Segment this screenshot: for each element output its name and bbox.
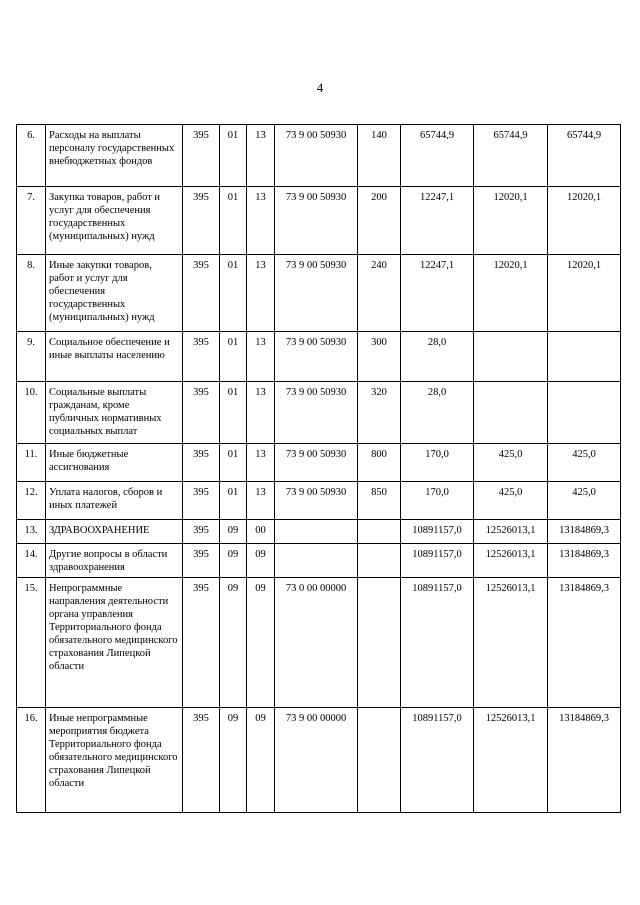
table-row (17, 578, 621, 708)
row-amount-2: 12020,1 (474, 187, 548, 255)
row-gr-code: 395 (183, 125, 220, 187)
row-number: 16. (17, 708, 46, 813)
row-amount-2: 65744,9 (474, 125, 548, 187)
table-row (17, 332, 621, 382)
row-name: Закупка товаров, работ и услуг для обеспечения государственных (муниципальных) нужд (46, 187, 183, 255)
table-row (17, 382, 621, 444)
row-amount-3: 12020,1 (548, 255, 621, 332)
row-expense-type: 200 (358, 187, 401, 255)
row-gr-code: 395 (183, 444, 220, 482)
row-name: Другие вопросы в области здравоохранения (46, 544, 183, 578)
row-amount-1: 170,0 (401, 444, 474, 482)
row-amount-1: 28,0 (401, 332, 474, 382)
row-amount-2 (474, 382, 548, 444)
row-amount-1: 28,0 (401, 382, 474, 444)
row-amount-2: 12526013,1 (474, 544, 548, 578)
row-name: Иные непрограммные мероприятия бюджета Территориального фонда обязательного медицинского страхования Липецкой области (46, 708, 183, 813)
row-expense-type: 300 (358, 332, 401, 382)
row-amount-3: 13184869,3 (548, 708, 621, 813)
row-name: Социальное обеспечение и иные выплаты населению (46, 332, 183, 382)
row-amount-3: 65744,9 (548, 125, 621, 187)
row-name: Уплата налогов, сборов и иных платежей (46, 482, 183, 520)
row-number: 7. (17, 187, 46, 255)
row-name: Непрограммные направления деятельности органа управления Территориального фонда обязательного медицинского страхования Липецкой области (46, 578, 183, 708)
row-gr-code: 395 (183, 544, 220, 578)
row-expense-type: 850 (358, 482, 401, 520)
row-subsection-code: 13 (247, 332, 275, 382)
row-amount-2: 12526013,1 (474, 708, 548, 813)
row-expense-type: 240 (358, 255, 401, 332)
row-gr-code: 395 (183, 708, 220, 813)
row-expense-type (358, 578, 401, 708)
row-section-code: 09 (220, 578, 247, 708)
row-subsection-code: 13 (247, 382, 275, 444)
row-number: 10. (17, 382, 46, 444)
row-amount-3: 12020,1 (548, 187, 621, 255)
row-target-article: 73 9 00 50930 (275, 444, 358, 482)
row-section-code: 01 (220, 482, 247, 520)
row-amount-3: 13184869,3 (548, 578, 621, 708)
row-expense-type (358, 544, 401, 578)
row-amount-3 (548, 332, 621, 382)
row-name: Расходы на выплаты персоналу государственных внебюджетных фондов (46, 125, 183, 187)
row-amount-1: 10891157,0 (401, 578, 474, 708)
row-amount-1: 12247,1 (401, 187, 474, 255)
row-section-code: 09 (220, 708, 247, 813)
row-amount-3 (548, 382, 621, 444)
row-gr-code: 395 (183, 482, 220, 520)
row-section-code: 01 (220, 444, 247, 482)
row-amount-3: 425,0 (548, 482, 621, 520)
page-number: 4 (316, 80, 324, 95)
row-subsection-code: 09 (247, 708, 275, 813)
row-subsection-code: 13 (247, 255, 275, 332)
row-gr-code: 395 (183, 187, 220, 255)
budget-table (16, 124, 621, 813)
row-expense-type: 140 (358, 125, 401, 187)
row-section-code: 09 (220, 544, 247, 578)
row-amount-2: 12526013,1 (474, 578, 548, 708)
row-section-code: 01 (220, 382, 247, 444)
row-target-article (275, 544, 358, 578)
row-expense-type: 800 (358, 444, 401, 482)
row-subsection-code: 09 (247, 544, 275, 578)
row-amount-3: 13184869,3 (548, 544, 621, 578)
row-amount-3: 425,0 (548, 444, 621, 482)
row-number: 14. (17, 544, 46, 578)
row-subsection-code: 00 (247, 520, 275, 544)
table-row (17, 255, 621, 332)
table-row (17, 544, 621, 578)
row-subsection-code: 13 (247, 125, 275, 187)
row-gr-code: 395 (183, 520, 220, 544)
row-target-article: 73 9 00 00000 (275, 708, 358, 813)
row-expense-type (358, 520, 401, 544)
table-row (17, 708, 621, 813)
row-amount-1: 10891157,0 (401, 708, 474, 813)
row-section-code: 01 (220, 187, 247, 255)
row-target-article: 73 9 00 50930 (275, 255, 358, 332)
row-subsection-code: 09 (247, 578, 275, 708)
row-target-article: 73 0 00 00000 (275, 578, 358, 708)
row-gr-code: 395 (183, 332, 220, 382)
row-section-code: 09 (220, 520, 247, 544)
row-amount-2: 425,0 (474, 482, 548, 520)
row-amount-1: 10891157,0 (401, 520, 474, 544)
row-name: ЗДРАВООХРАНЕНИЕ (46, 520, 183, 544)
row-amount-2: 425,0 (474, 444, 548, 482)
row-amount-2: 12526013,1 (474, 520, 548, 544)
row-name: Социальные выплаты гражданам, кроме публичных нормативных социальных выплат (46, 382, 183, 444)
row-name: Иные закупки товаров, работ и услуг для обеспечения государственных (муниципальных) нужд (46, 255, 183, 332)
row-target-article: 73 9 00 50930 (275, 125, 358, 187)
table-row (17, 187, 621, 255)
row-number: 15. (17, 578, 46, 708)
row-number: 9. (17, 332, 46, 382)
row-section-code: 01 (220, 255, 247, 332)
row-amount-1: 12247,1 (401, 255, 474, 332)
row-amount-1: 170,0 (401, 482, 474, 520)
row-target-article: 73 9 00 50930 (275, 332, 358, 382)
row-subsection-code: 13 (247, 187, 275, 255)
row-amount-1: 10891157,0 (401, 544, 474, 578)
row-gr-code: 395 (183, 578, 220, 708)
table-row (17, 125, 621, 187)
row-target-article: 73 9 00 50930 (275, 382, 358, 444)
table-row (17, 482, 621, 520)
row-number: 8. (17, 255, 46, 332)
row-amount-2: 12020,1 (474, 255, 548, 332)
row-number: 6. (17, 125, 46, 187)
row-gr-code: 395 (183, 382, 220, 444)
row-number: 12. (17, 482, 46, 520)
row-expense-type (358, 708, 401, 813)
table-row (17, 444, 621, 482)
table-row (17, 520, 621, 544)
row-name: Иные бюджетные ассигнования (46, 444, 183, 482)
row-subsection-code: 13 (247, 444, 275, 482)
row-target-article: 73 9 00 50930 (275, 187, 358, 255)
row-subsection-code: 13 (247, 482, 275, 520)
row-target-article: 73 9 00 50930 (275, 482, 358, 520)
row-expense-type: 320 (358, 382, 401, 444)
row-target-article (275, 520, 358, 544)
row-amount-2 (474, 332, 548, 382)
row-gr-code: 395 (183, 255, 220, 332)
row-amount-1: 65744,9 (401, 125, 474, 187)
row-number: 13. (17, 520, 46, 544)
row-number: 11. (17, 444, 46, 482)
row-amount-3: 13184869,3 (548, 520, 621, 544)
row-section-code: 01 (220, 332, 247, 382)
row-section-code: 01 (220, 125, 247, 187)
